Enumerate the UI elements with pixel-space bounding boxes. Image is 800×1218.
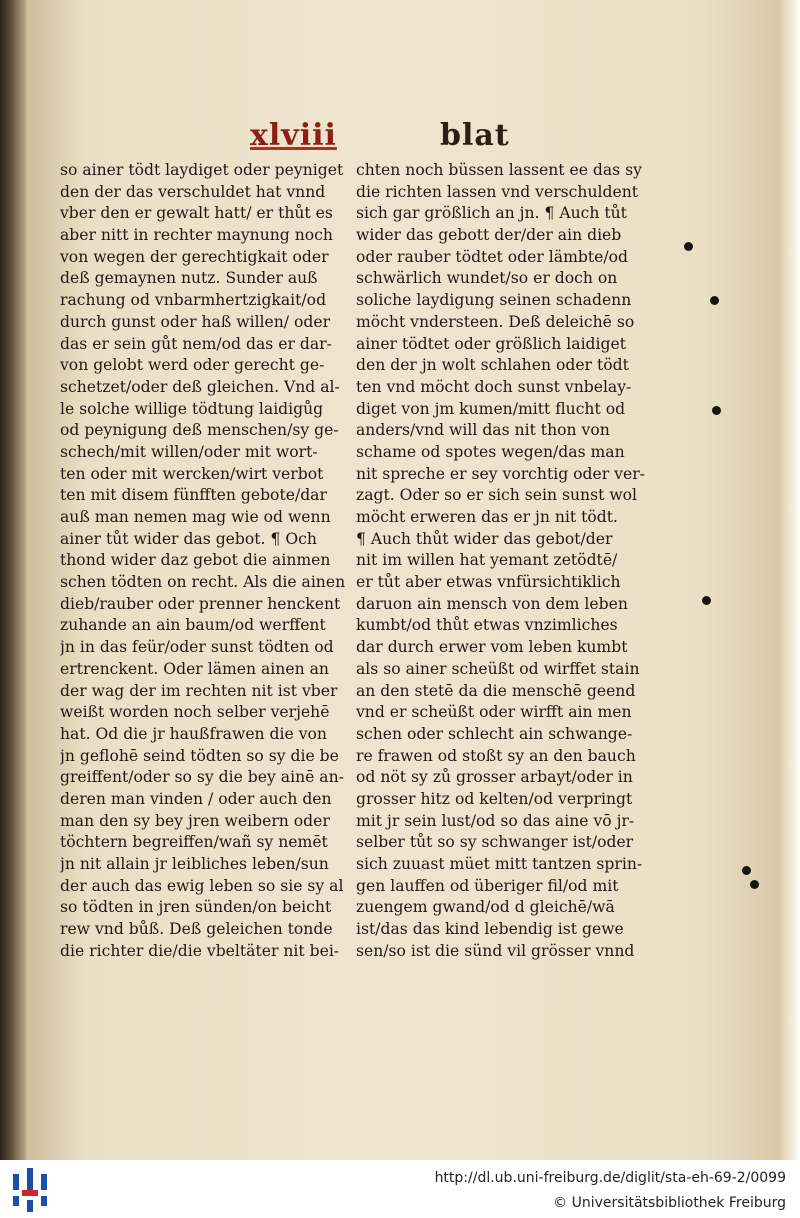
text-line: ten oder mit wercken/wirt verbot: [60, 464, 324, 483]
text-line: möcht erweren das er jn nit tödt.: [356, 508, 618, 526]
text-line: anders/vnd will das nit thon von: [356, 421, 610, 440]
text-line: möcht vndersteen. Deß deleichē so: [356, 312, 635, 331]
ub-freiburg-logo-icon: [10, 1168, 50, 1212]
text-line: von gelobt werd oder gerecht ge-: [60, 356, 325, 375]
text-line: re frawen od stoßt sy an den bauch: [356, 746, 636, 765]
text-line: die richter die/die vbeltäter nit bei-: [60, 941, 340, 960]
ink-blot: [742, 866, 751, 875]
text-line: der wag der im rechten nit ist vber: [60, 681, 338, 700]
text-line: selber tůt so sy schwanger ist/oder: [356, 833, 634, 852]
text-line: durch gunst oder haß willen/ oder: [60, 312, 331, 331]
text-line: od nöt sy zů grosser arbayt/oder in: [356, 768, 633, 787]
text-line: die richten lassen vnd verschuldent: [356, 182, 638, 201]
ink-blot: [684, 242, 693, 251]
text-line: vber den er gewalt hatt/ er thůt es: [60, 204, 333, 223]
text-line: zuengem gwand/od d gleichē/wā: [356, 898, 615, 917]
text-line: schen oder schlecht ain schwange-: [356, 724, 633, 743]
text-line: er tůt aber etwas vnfürsichtiklich: [356, 573, 621, 592]
text-line: ainer tůt wider das gebot. ¶ Och: [60, 529, 317, 548]
text-line: hat. Od die jr haußfrawen die von: [60, 724, 327, 743]
text-line: das er sein gůt nem/od das er dar-: [60, 334, 332, 353]
text-line: deß gemaynen nutz. Sunder auß: [60, 269, 318, 288]
text-line: ten mit disem fünfften gebote/dar: [60, 486, 327, 505]
text-line: nit im willen hat yemant zetödtē/: [356, 551, 618, 570]
text-line: schetzet/oder deß gleichen. Vnd al-: [60, 377, 340, 396]
text-line: daruon ain mensch von dem leben: [356, 594, 628, 613]
text-line: gen lauffen od überiger fil/od mit: [356, 876, 619, 895]
text-line: jn geflohē seind tödten so sy die be: [60, 746, 339, 765]
text-line: nit spreche er sey vorchtig oder ver-: [356, 464, 645, 483]
text-line: schech/mit willen/oder mit wort-: [60, 442, 318, 461]
text-line: aber nitt in rechter maynung noch: [60, 226, 333, 245]
ink-blot: [702, 596, 711, 605]
text-line: chten noch büssen lassent ee das sy: [356, 161, 642, 179]
text-line: der auch das ewig leben so sie sy al: [60, 876, 344, 895]
viewer-footer: [0, 1160, 800, 1218]
text-line: ist/das das kind lebendig ist gewe: [356, 920, 624, 939]
text-line: ¶ Auch thůt wider das gebot/der: [356, 529, 613, 548]
text-line: schame od spotes wegen/das man: [356, 442, 625, 461]
text-line: diget von jm kumen/mitt flucht od: [356, 399, 626, 418]
text-line: als so ainer scheüßt od wirffet stain: [356, 659, 640, 678]
text-line: dieb/rauber oder prenner henckent: [60, 594, 341, 613]
text-line: von wegen der gerechtigkait oder: [60, 247, 329, 266]
text-line: dar durch erwer vom leben kumbt: [356, 638, 628, 657]
text-line: kumbt/od thůt etwas vnzimliches: [356, 616, 618, 635]
text-line: rew vnd bůß. Deß geleichen tonde: [60, 920, 333, 939]
text-line: thond wider daz gebot die ainmen: [60, 551, 331, 570]
text-line: od peynigung deß menschen/sy ge-: [60, 421, 339, 440]
ink-blot: [750, 880, 759, 889]
text-line: sich gar größlich an jn. ¶ Auch tůt: [356, 204, 627, 223]
text-line: grosser hitz od kelten/od verpringt: [356, 789, 633, 808]
folio-label: blat: [440, 118, 510, 153]
text-line: soliche laydigung seinen schadenn: [356, 291, 632, 310]
text-line: schwärlich wundet/so er doch on: [356, 269, 618, 288]
text-line: zagt. Oder so er sich sein sunst wol: [356, 486, 638, 505]
folio-number: xlviii: [250, 118, 337, 153]
text-line: ten vnd möcht doch sunst vnbelay-: [356, 377, 632, 396]
text-line: töchtern begreiffen/wañ sy nemēt: [60, 833, 328, 852]
text-line: den der das verschuldet hat vnnd: [60, 182, 326, 201]
text-line: sen/so ist die sünd vil grösser vnnd: [356, 941, 635, 960]
ink-blot: [710, 296, 719, 305]
text-line: oder rauber tödtet oder lämbte/od: [356, 247, 628, 266]
text-line: an den stetē da die menschē geend: [356, 681, 636, 700]
book-gutter: [0, 0, 26, 1160]
text-line: ainer tödtet oder größlich laidiget: [356, 334, 626, 353]
ink-blot: [712, 406, 721, 415]
text-line: wider das gebott der/der ain dieb: [356, 226, 622, 245]
text-line: le solche willige tödtung laidigůg: [60, 399, 324, 418]
text-line: den der jn wolt schlahen oder tödt: [356, 356, 629, 375]
text-line: weißt worden noch selber verjehē: [60, 703, 330, 722]
text-line: deren man vinden / oder auch den: [60, 789, 332, 808]
page-edge: [778, 0, 800, 1160]
text-line: so ainer tödt laydiget oder peyniget: [60, 161, 344, 179]
text-line: sich zuuast müet mitt tantzen sprin-: [356, 855, 643, 873]
page-permalink[interactable]: http://dl.ub.uni-freiburg.de/diglit/sta-eh-69-2/0099: [434, 1170, 786, 1186]
text-line: mit jr sein lust/od so das aine vō jr-: [356, 811, 635, 830]
right-text-column: [356, 160, 645, 962]
text-line: auß man nemen mag wie od wenn: [60, 508, 331, 526]
text-line: vnd er scheüßt oder wirfft ain men: [356, 703, 632, 722]
text-line: greiffent/oder so sy die bey ainē an-: [60, 768, 344, 787]
text-line: schen tödten on recht. Als die ainen: [60, 573, 346, 592]
text-line: so tödten in jren sünden/on beicht: [60, 898, 332, 917]
text-line: jn nit allain jr leibliches leben/sun: [60, 855, 329, 873]
text-line: jn in das feür/oder sunst tödten od: [60, 638, 334, 657]
left-text-column: [60, 160, 345, 962]
text-line: zuhande an ain baum/od werffent: [60, 616, 326, 635]
text-line: man den sy bey jren weibern oder: [60, 811, 330, 830]
copyright-notice: © Universitätsbibliothek Freiburg: [553, 1195, 786, 1211]
text-line: ertrenckent. Oder lämen ainen an: [60, 659, 329, 678]
text-line: rachung od vnbarmhertzigkait/od: [60, 291, 327, 310]
